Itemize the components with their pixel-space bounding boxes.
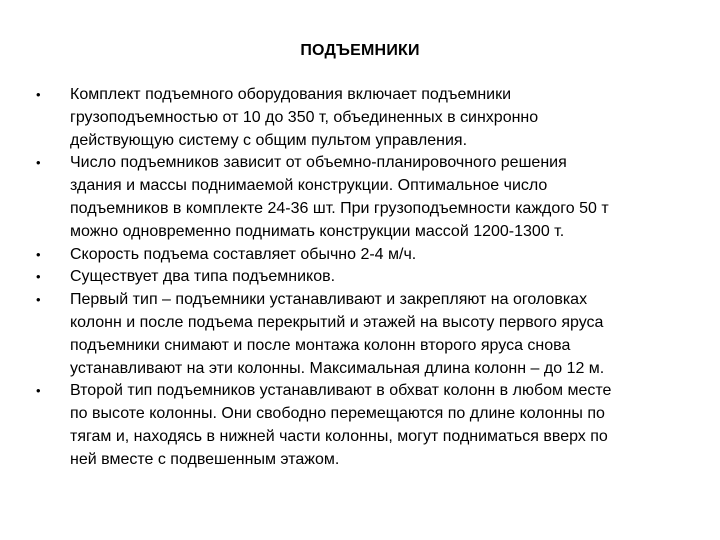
bullet-text: Скорость подъема составляет обычно 2-4 м/ч. bbox=[70, 245, 417, 263]
bullet-text: Комплект подъемного оборудования включает подъемники грузоподъемностью от 10 до 350 т, объединенных в синхронно действующую систему с общим пультом управления. bbox=[70, 86, 539, 149]
bullet-icon: • bbox=[36, 269, 41, 285]
bullet-text: Существует два типа подъемников. bbox=[70, 268, 336, 286]
bullet-icon: • bbox=[36, 87, 41, 102]
bullet-text: Второй тип подъемников устанавливают в обхват колонн в любом месте по высоте колонны. Они свободно перемещаются по длине колонны по тягам и, находясь в нижней части колонны, могут подниматься вверх по ней вместе с подвешенным этажом. bbox=[70, 382, 612, 468]
bullet-icon: • bbox=[36, 155, 41, 171]
bullet-icon: • bbox=[36, 292, 41, 308]
bullet-icon: • bbox=[36, 383, 41, 399]
list-item bbox=[36, 266, 696, 289]
list-item bbox=[36, 244, 696, 267]
bullet-text: Число подъемников зависит от объемно-планировочного решения здания и массы поднимаемой конструкции. Оптимальное число подъемников в комплекте 24-36 шт. При грузоподъемности каждого 50 т можно одновременно поднимать конструкции массой 1200-1300 т. bbox=[70, 154, 609, 240]
list-item bbox=[36, 84, 696, 152]
list-item bbox=[36, 380, 696, 471]
list-item bbox=[36, 289, 696, 380]
slide-title: ПОДЪЕМНИКИ bbox=[300, 42, 420, 59]
bullet-icon: • bbox=[36, 246, 41, 262]
bullet-list bbox=[36, 84, 696, 472]
list-item bbox=[36, 152, 696, 243]
bullet-text: Первый тип – подъемники устанавливают и закрепляют на оголовках колонн и после подъема перекрытий и этажей на высоту первого яруса подъемники снимают и после монтажа колонн второго яруса снова устанавливают на эти колонны. Максимальная длина колонн – до 12 м. bbox=[70, 291, 605, 377]
